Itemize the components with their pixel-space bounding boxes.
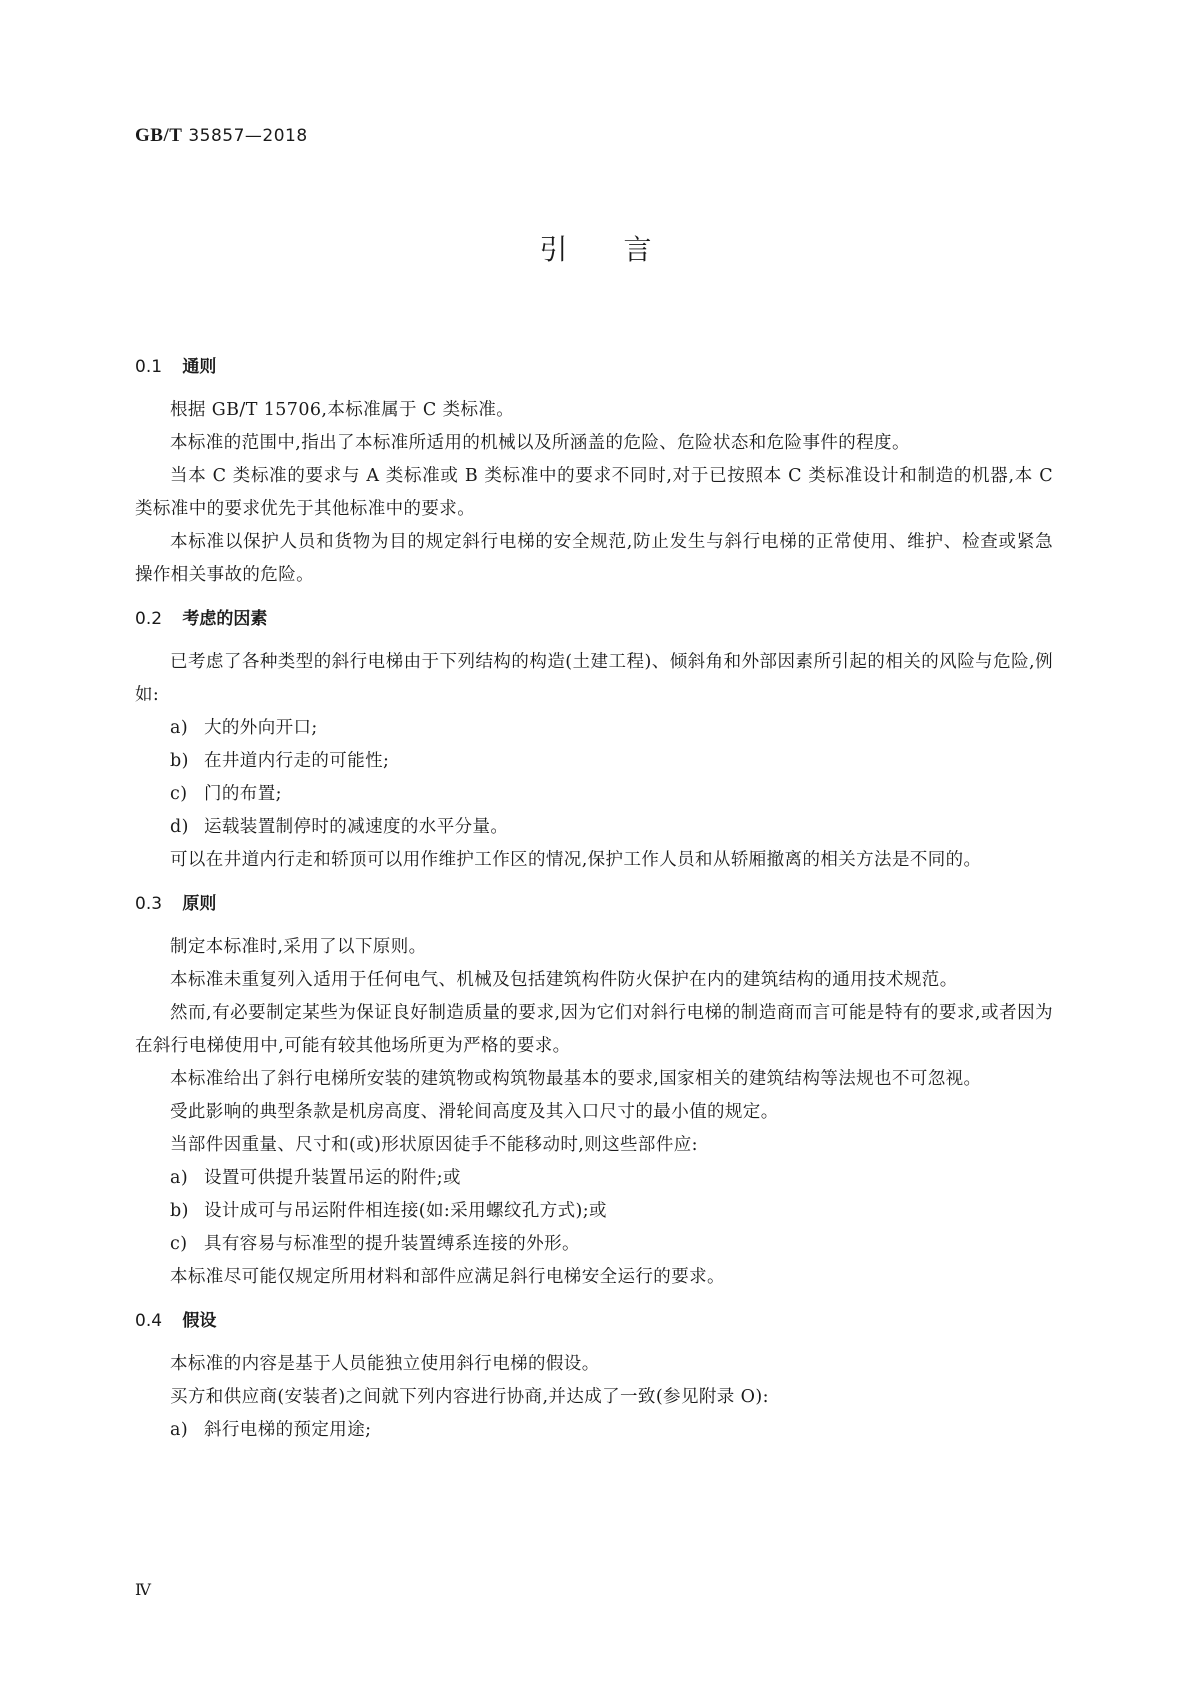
list-text: 大的外向开口; [204,718,318,738]
standard-number: 35857—2018 [188,126,308,146]
paragraph: 当本 C 类标准的要求与 A 类标准或 B 类标准中的要求不同时,对于已按照本 C 类标准设计和制造的机器,本 C 类标准中的要求优先于其他标准中的要求。 [135,466,1053,519]
list-label: c) [170,784,188,804]
page-title: 引言 [539,233,708,266]
section-heading [135,1306,1053,1336]
paragraph: 受此影响的典型条款是机房高度、滑轮间高度及其入口尺寸的最小值的规定。 [170,1102,779,1122]
paragraph: 已考虑了各种类型的斜行电梯由于下列结构的构造(土建工程)、倾斜角和外部因素所引起的相关的风险与危险,例如: [135,652,1053,705]
page-number: Ⅳ [135,1582,151,1599]
paragraph: 制定本标准时,采用了以下原则。 [170,937,427,957]
list-item [135,811,1053,844]
list-text: 在井道内行走的可能性; [204,751,390,771]
paragraph: 本标准给出了斜行电梯所安装的建筑物或构筑物最基本的要求,国家相关的建筑结构等法规也不可忽视。 [170,1069,982,1089]
list-text: 具有容易与标准型的提升装置缚系连接的外形。 [204,1234,580,1254]
section-number: 0.1 [135,357,163,377]
section-number: 0.4 [135,1311,163,1331]
paragraph: 本标准的内容是基于人员能独立使用斜行电梯的假设。 [170,1354,600,1374]
list-text: 斜行电梯的预定用途; [204,1420,372,1440]
paragraph: 本标准以保护人员和货物为目的规定斜行电梯的安全规范,防止发生与斜行电梯的正常使用、维护、检查或紧急操作相关事故的危险。 [135,532,1053,585]
paragraph: 然而,有必要制定某些为保证良好制造质量的要求,因为它们对斜行电梯的制造商而言可能是特有的要求,或者因为在斜行电梯使用中,可能有较其他场所更为严格的要求。 [135,1003,1053,1056]
paragraph: 当部件因重量、尺寸和(或)形状原因徒手不能移动时,则这些部件应: [170,1135,698,1155]
list-label: b) [170,1201,189,1221]
standard-prefix: GB/T [135,125,183,146]
paragraph: 买方和供应商(安装者)之间就下列内容进行协商,并达成了一致(参见附录 O): [170,1387,769,1407]
list-text: 设计成可与吊运附件相连接(如:采用螺纹孔方式);或 [204,1201,607,1221]
section-number: 0.2 [135,609,163,629]
section-heading [135,604,1053,634]
list-item [135,1414,1053,1447]
paragraph: 本标准的范围中,指出了本标准所适用的机械以及所涵盖的危险、危险状态和危险事件的程度。 [170,433,910,453]
main-content [135,352,1053,1447]
list-text: 设置可供提升装置吊运的附件;或 [204,1168,461,1188]
list-item [135,745,1053,778]
section-title: 假设 [182,1311,217,1331]
section-heading [135,889,1053,919]
section-title: 原则 [182,894,217,914]
standard-code [135,125,308,147]
paragraph: 本标准尽可能仅规定所用材料和部件应满足斜行电梯安全运行的要求。 [170,1267,725,1287]
section-title: 通则 [182,357,217,377]
list-label: a) [170,1168,189,1188]
list-item [135,1228,1053,1261]
list-item [135,1162,1053,1195]
paragraph: 根据 GB/T 15706,本标准属于 C 类标准。 [170,400,515,420]
list-text: 门的布置; [204,784,282,804]
list-label: a) [170,1420,189,1440]
list-label: c) [170,1234,188,1254]
list-label: d) [170,817,189,837]
list-item [135,1195,1053,1228]
list-text: 运载装置制停时的减速度的水平分量。 [204,817,509,837]
section-heading [135,352,1053,382]
list-item [135,778,1053,811]
list-label: b) [170,751,189,771]
section-title: 考虑的因素 [182,609,268,629]
paragraph: 可以在井道内行走和轿顶可以用作维护工作区的情况,保护工作人员和从轿厢撤离的相关方法是不同的。 [170,850,982,870]
paragraph: 本标准未重复列入适用于任何电气、机械及包括建筑构件防火保护在内的建筑结构的通用技术规范。 [170,970,958,990]
list-item [135,712,1053,745]
list-label: a) [170,718,189,738]
section-number: 0.3 [135,894,163,914]
